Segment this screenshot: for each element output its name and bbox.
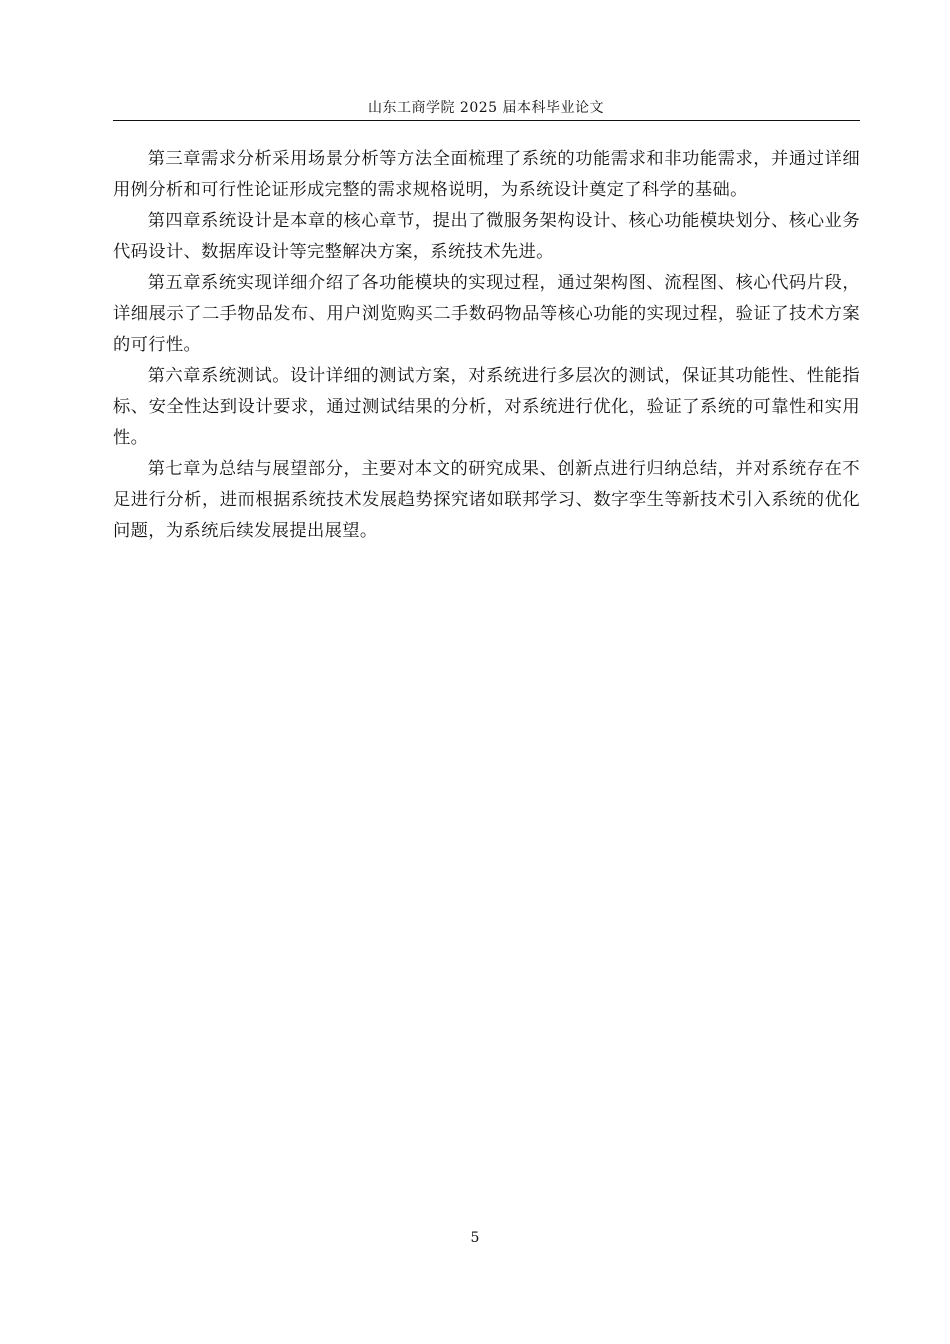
paragraph-chapter-6: 第六章系统测试。设计详细的测试方案，对系统进行多层次的测试，保证其功能性、性能指标、安全性达到设计要求，通过测试结果的分析，对系统进行优化，验证了系统的可靠性和实用性。 (113, 366, 860, 448)
paragraph-chapter-3: 第三章需求分析采用场景分析等方法全面梳理了系统的功能需求和非功能需求，并通过详细用例分析和可行性论证形成完整的需求规格说明，为系统设计奠定了科学的基础。 (113, 149, 860, 200)
paragraph-chapter-4: 第四章系统设计是本章的核心章节，提出了微服务架构设计、核心功能模块划分、核心业务代码设计、数据库设计等完整解决方案，系统技术先进。 (113, 211, 860, 262)
header-rule (113, 120, 860, 121)
running-header: 山东工商学院 2025 届本科毕业论文 (367, 100, 605, 116)
paragraph-chapter-5: 第五章系统实现详细介绍了各功能模块的实现过程，通过架构图、流程图、核心代码片段，详细展示了二手物品发布、用户浏览购买二手数码物品等核心功能的实现过程，验证了技术方案的可行性。 (113, 273, 860, 355)
page-number: 5 (470, 1230, 480, 1246)
paragraph-chapter-7: 第七章为总结与展望部分，主要对本文的研究成果、创新点进行归纳总结，并对系统存在不足进行分析，进而根据系统技术发展趋势探究诸如联邦学习、数字孪生等新技术引入系统的优化问题，为系统后续发展提出展望。 (113, 459, 860, 541)
body-text (113, 144, 860, 547)
